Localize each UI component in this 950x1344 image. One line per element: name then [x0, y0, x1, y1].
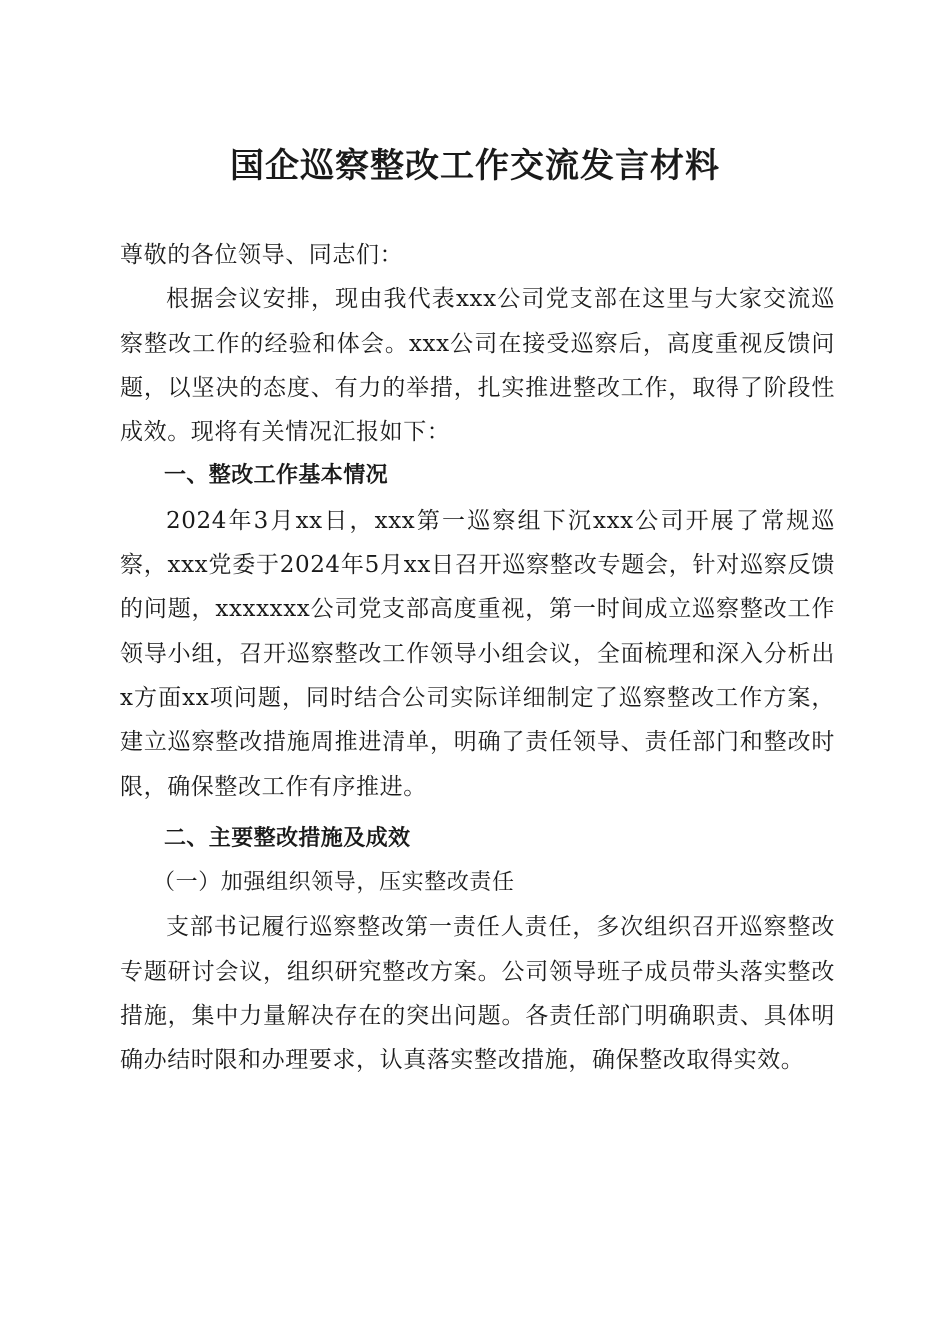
- section-2-paragraph: 支部书记履行巡察整改第一责任人责任，多次组织召开巡察整改专题研讨会议，组织研究整改方案。公司领导班子成员带头落实整改措施，集中力量解决存在的突出问题。各责任部门明确职责、具体明确办结时限和办理要求，认真落实整改措施，确保整改取得实效。: [120, 914, 835, 1074]
- intro-paragraph: 根据会议安排，现由我代表xxx公司党支部在这里与大家交流巡察整改工作的经验和体会。xxx公司在接受巡察后，高度重视反馈问题，以坚决的态度、有力的举措，扎实推进整改工作，取得了阶段性成效。现将有关情况汇报如下：: [120, 286, 835, 446]
- section-2-subheading: （一）加强组织领导，压实整改责任: [153, 870, 515, 896]
- section-2-heading: 二、主要整改措施及成效: [164, 825, 411, 851]
- section-1-heading: 一、整改工作基本情况: [164, 463, 389, 489]
- document-title: 国企巡察整改工作交流发言材料: [230, 146, 720, 186]
- section-1-paragraph: 2024年3月xx日，xxx第一巡察组下沉xxx公司开展了常规巡察，xxx党委于2024年5月xx日召开巡察整改专题会，针对巡察反馈的问题，xxxxxxx公司党支部高度重视，第一时间成立巡察整改工作领导小组，召开巡察整改工作领导小组会议，全面梳理和深入分析出x方面xx项问题，同时结合公司实际详细制定了巡察整改工作方案，建立巡察整改措施周推进清单，明确了责任领导、责任部门和整改时限，确保整改工作有序推进。: [120, 507, 835, 800]
- document-body: [120, 233, 835, 1083]
- salutation: 尊敬的各位领导、同志们：: [120, 242, 404, 268]
